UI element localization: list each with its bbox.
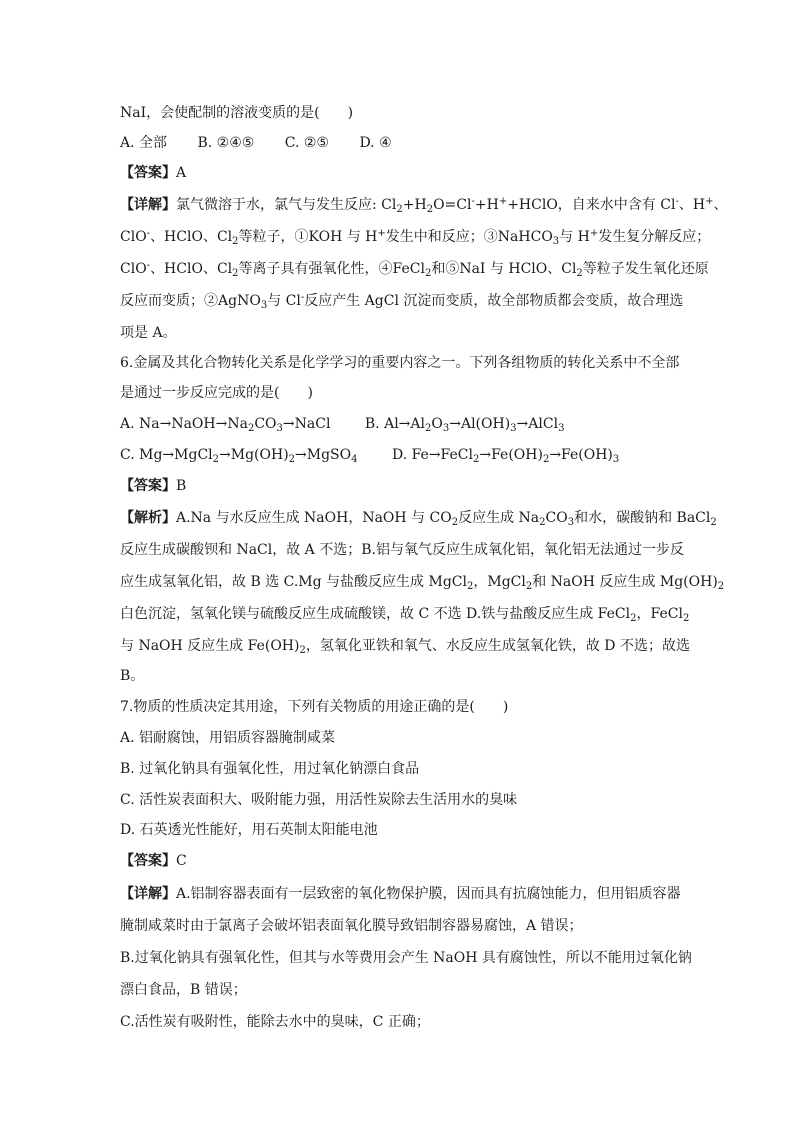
q6-answer-tag: 【答案】 (120, 478, 176, 494)
q5-stem-end: NaI，会使配制的溶液变质的是( ) (120, 105, 354, 121)
q6-option-a: A. $Na\to NaOH\to Na_2CO_3\to NaCl$ (120, 416, 331, 434)
q7-detail-line-4: 漂白食品，B 错误； (120, 982, 247, 998)
q7-option-d: D. 石英透光性能好，用石英制太阳能电池 (120, 822, 378, 838)
q7-detail-line-3: B.过氧化钠具有强氧化性，但其与水等费用会产生 NaOH 具有腐蚀性，所以不能用过氧化钠 (120, 950, 692, 966)
q5-options (120, 133, 684, 153)
q6-stem-line-1: 6.金属及其化合物转化关系是化学学习的重要内容之一。下列各组物质的转化关系中不全部 (120, 355, 680, 371)
q6-answer (120, 476, 684, 496)
q5-detail-line-2: ClO-、HClO、$Cl_2$等粒子，①KOH 与 H+发生中和反应；③NaHCO$_3$与 H+发生复分解反应； (120, 228, 711, 247)
q7-option-c: C. 活性炭表面积大、吸附能力强，用活性炭除去生活用水的臭味 (120, 792, 518, 808)
q6-analysis-line-1: 【解析】A.Na 与水反应生成 NaOH，NaOH 与 $CO_2$反应生成 $Na_2CO_3$和水，碳酸钠和 BaCl$_2$ (120, 510, 717, 528)
q6-options-ab (120, 414, 684, 434)
q5-detail-tag: 【详解】 (120, 197, 176, 213)
q5-option-a: A. 全部 (120, 135, 168, 151)
q5-answer-tag: 【答案】 (120, 165, 176, 181)
q7-stem: 7.物质的性质决定其用途，下列有关物质的用途正确的是( ) (120, 699, 509, 715)
q7-answer-value: C (176, 853, 187, 869)
q7-detail-line-5: C.活性炭有吸附性，能除去水中的臭味，C 正确； (120, 1014, 430, 1030)
q6-analysis-line-2: 反应生成碳酸钡和 NaCl，故 A 不选；B.铝与氧气反应生成氧化铝，氧化铝无法通过一步反 (120, 542, 684, 558)
q5-detail-line-5: 项是 A。 (120, 325, 177, 341)
q6-analysis-line-3: 应生成氢氧化铝，故 B 选 C.Mg 与盐酸反应生成 MgCl$_2$，MgCl$_2$和 NaOH 反应生成 $Mg(OH)_2$ (120, 574, 725, 592)
q5-option-c: C. ②⑤ (284, 135, 329, 151)
q7-detail-line-1 (120, 884, 684, 904)
q7-option-b: B. 过氧化钠具有强氧化性，用过氧化钠漂白食品 (120, 761, 420, 777)
q6-analysis-tag: 【解析】 (120, 510, 176, 526)
q6-answer-value: B (176, 478, 187, 494)
q5-option-b: B. ②④⑤ (197, 135, 255, 151)
q7-option-a: A. 铝耐腐蚀，用铝质容器腌制咸菜 (120, 730, 336, 746)
q6-analysis-line-5: 与 NaOH 反应生成 $Fe(OH)_2$，氢氧化亚铁和氧气、水反应生成氢氧化铁，故 D 不选；故选 (120, 638, 690, 656)
q7-detail-text-1: A.铝制容器表面有一层致密的氧化物保护膜，因而具有抗腐蚀能力，但用铝质容器 (176, 886, 681, 902)
q7-detail-tag: 【详解】 (120, 886, 176, 902)
q7-answer (120, 851, 684, 871)
q6-options-cd (120, 445, 684, 465)
q5-detail-line-4: 反应而变质；②AgNO$_3$与 Cl-反应产生 AgCl 沉淀而变质，故全部物质都会变质，故合理选 (120, 292, 684, 311)
q5-option-d: D. ④ (359, 135, 392, 151)
q6-stem-line-2: 是通过一步反应完成的是( ) (120, 385, 313, 401)
q7-detail-line-2: 腌制咸菜时由于氯离子会破坏铝表面氧化膜导致铝制容器易腐蚀，A 错误； (120, 918, 583, 934)
q6-analysis-line-6: B。 (120, 668, 145, 684)
q5-detail-line-1: 【详解】氯气微溶于水，氯气与发生反应: $Cl_2+H_2O=Cl^-+H^++HClO$，自来水中含有 Cl-、H+、 (120, 196, 728, 215)
q5-answer (120, 163, 684, 183)
q7-answer-tag: 【答案】 (120, 853, 176, 869)
q6-analysis-line-4: 白色沉淀，氢氧化镁与硫酸反应生成硫酸镁，故 C 不选 D.铁与盐酸反应生成 FeCl$_2$，FeCl$_2$ (120, 606, 690, 624)
q5-answer-value: A (176, 165, 187, 181)
q6-option-c: C. $Mg\to MgCl_2\to Mg(OH)_2\to MgSO_4$ (120, 447, 358, 465)
q5-detail-line-3: ClO-、HClO、$Cl_2$等离子具有强氧化性，④FeCl$_2$和⑤NaI 与 HClO、$Cl_2$等粒子发生氧化还原 (120, 260, 709, 279)
q6-option-b: B. $Al\to Al_2O_3\to Al(OH)_3\to AlCl_3$ (364, 416, 565, 434)
q6-option-d: D. $Fe\to FeCl_2\to Fe(OH)_2\to Fe(OH)_3$ (391, 447, 620, 465)
